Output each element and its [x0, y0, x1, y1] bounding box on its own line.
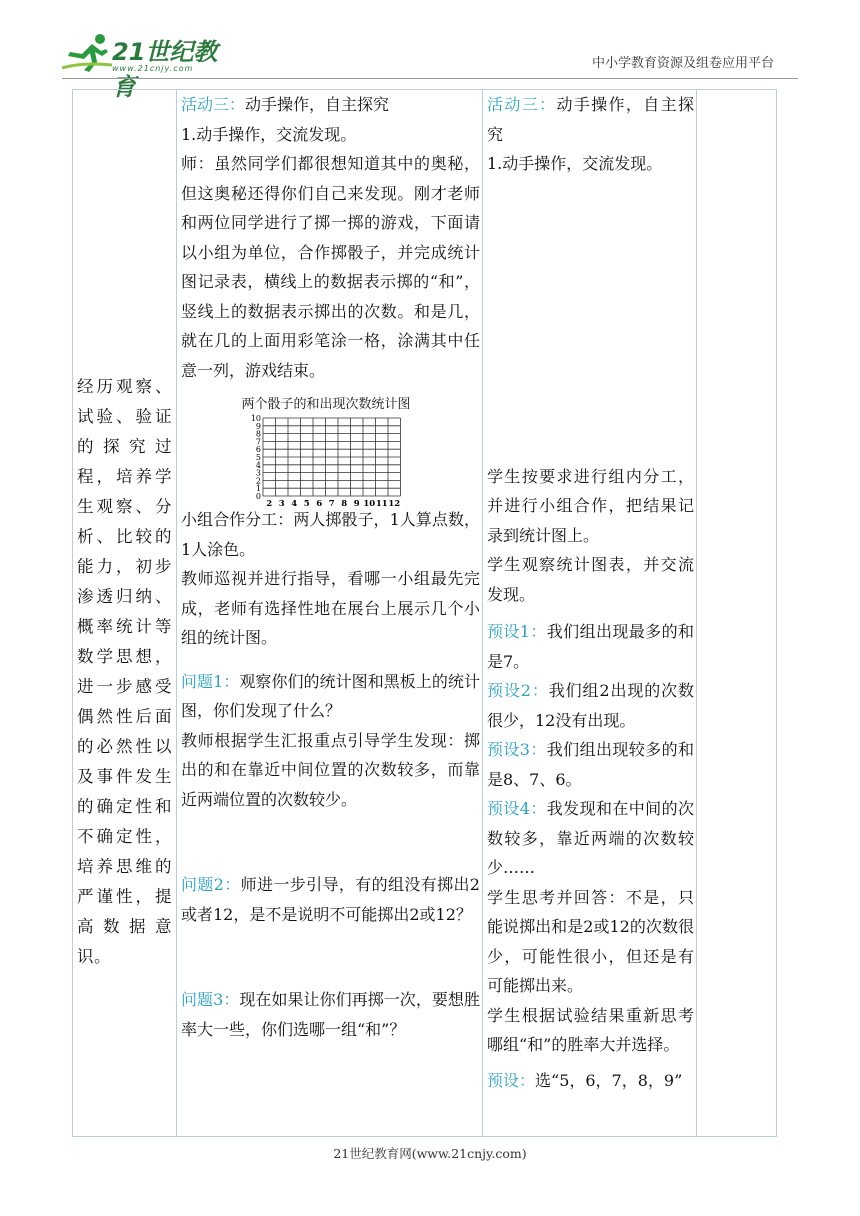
presumption-1-text: 我们组出现最多的和是7。 — [487, 622, 694, 671]
dice-sum-chart — [181, 393, 481, 508]
student-activity-cell — [483, 90, 697, 1137]
logo-url: www.21cnjy.com — [112, 64, 194, 73]
presumption-3-label: 预设3： — [487, 740, 547, 759]
y-tick-label: 4 — [255, 460, 261, 470]
teacher-heading-label: 活动三： — [181, 95, 246, 114]
platform-title: 中小学教育资源及组卷应用平台 — [591, 56, 774, 71]
table-row — [73, 90, 777, 1137]
presumption-3 — [483, 735, 696, 794]
chart-title: 两个骰子的和出现次数统计图 — [241, 397, 411, 412]
header-divider — [62, 78, 798, 79]
presumption-3-text: 我们组出现较多的和是8、7、6。 — [487, 740, 694, 789]
question-2-text: 师进一步引导，有的组没有掷出2或者12，是不是说明不可能掷出2或12？ — [181, 875, 480, 924]
x-tick-label: 6 — [316, 499, 323, 508]
presumption-2-text: 我们组2出现的次数很少，12没有出现。 — [487, 681, 694, 730]
x-tick-label: 12 — [388, 499, 401, 508]
student-paragraph: 学生思考并回答：不是，只能说掷出和是2或12的次数很少，可能性很小，但还是有可能掷出来。 — [487, 887, 694, 995]
student-heading — [483, 90, 696, 149]
question-3-label: 问题3： — [181, 990, 240, 1009]
question-1 — [177, 667, 482, 726]
page-footer: 21世纪教育网(www.21cnjy.com) — [333, 1146, 527, 1161]
presumption-5-label: 预设： — [487, 1070, 536, 1090]
presumption-1-label: 预设1： — [487, 622, 547, 641]
teacher-activity-cell — [177, 90, 483, 1137]
notes-cell — [697, 90, 777, 1137]
question-2-label: 问题2： — [181, 875, 241, 894]
teacher-paragraph: 教师巡视并进行指导，看哪一小组最先完成，老师有选择性地在展台上展示几个小组的统计图。 — [181, 569, 480, 647]
site-logo[interactable] — [62, 28, 232, 101]
teacher-heading — [177, 90, 482, 120]
y-tick-label: 7 — [255, 437, 261, 447]
runner-logo-icon — [62, 32, 114, 72]
goal-cell — [73, 90, 177, 1137]
question-3 — [177, 985, 482, 1044]
question-1-label: 问题1： — [181, 671, 240, 691]
presumption-2 — [483, 676, 696, 735]
student-heading-text: 动手操作，自主探究 — [487, 95, 694, 144]
presumption-2-label: 预设2： — [487, 681, 549, 700]
x-tick-label: 11 — [375, 499, 388, 508]
presumption-5-text: 选“5，6，7，8，9” — [535, 1070, 683, 1090]
presumption-1 — [483, 617, 696, 676]
logo-text: 21世纪教育 — [112, 38, 218, 101]
y-tick-label: 8 — [255, 429, 261, 439]
student-subheading: 1.动手操作，交流发现。 — [487, 154, 663, 173]
x-tick-label: 5 — [303, 499, 310, 508]
teacher-paragraph: 小组合作分工：两人掷骰子，1人算点数，1人涂色。 — [181, 510, 480, 559]
x-tick-label: 2 — [266, 499, 273, 508]
presumption-5 — [483, 1066, 696, 1096]
x-tick-label: 10 — [363, 499, 376, 508]
y-tick-label: 1 — [255, 484, 261, 494]
presumption-4 — [483, 794, 696, 883]
presumption-4-label: 预设4： — [487, 799, 547, 818]
teacher-paragraph: 教师根据学生汇报重点引导学生发现：掷出的和在靠近中间位置的次数较多，而靠近两端位置的次数较少。 — [181, 730, 480, 809]
y-tick-label: 2 — [255, 476, 261, 486]
teacher-subheading: 1.动手操作，交流发现。 — [181, 124, 357, 144]
chart-grid — [181, 412, 481, 508]
y-tick-label: 0 — [255, 492, 261, 501]
teacher-heading-text: 动手操作，自主探究 — [245, 95, 390, 114]
goal-text: 经历观察、试验、验证的探究过程，培养学生观察、分析、比较的能力，初步渗透归纳、概率统计等数学思想，进一步感受偶然性后面的必然性以及事件发生的确定性和不确定性，培养思维的严谨性，提高数据意识。 — [77, 377, 172, 966]
question-2 — [177, 870, 482, 929]
question-1-text: 观察你们的统计图和黑板上的统计图，你们发现了什么？ — [181, 671, 480, 720]
y-tick-label: 6 — [255, 445, 261, 455]
page-header — [0, 0, 860, 101]
x-tick-label: 7 — [328, 499, 335, 508]
x-tick-label: 3 — [278, 499, 285, 508]
y-tick-label: 9 — [255, 421, 261, 431]
question-3-text: 现在如果让你们再掷一次，要想胜率大一些，你们选哪一组“和”？ — [181, 990, 480, 1039]
x-tick-label: 8 — [341, 499, 348, 508]
student-heading-label: 活动三： — [487, 95, 557, 114]
student-paragraph: 学生按要求进行组内分工，并进行小组合作，把结果记录到统计图上。 — [487, 466, 694, 545]
presumption-4-text: 我发现和在中间的次数较多，靠近两端的次数较少…… — [487, 799, 694, 877]
y-tick-label: 10 — [250, 414, 261, 423]
y-tick-label: 3 — [255, 468, 261, 478]
lesson-table — [72, 89, 777, 1137]
student-paragraph: 学生观察统计图表，并交流发现。 — [487, 555, 694, 604]
y-tick-label: 5 — [255, 453, 261, 462]
x-tick-label: 9 — [353, 499, 360, 508]
teacher-paragraph: 师：虽然同学们都很想知道其中的奥秘，但这奥秘还得你们自己来发现。刚才老师和两位同学进行了掷一掷的游戏，下面请以小组为单位，合作掷骰子，并完成统计图记录表，横线上的数据表示掷的“和”，竖线上的数据表示掷出的次数。和是几，就在几的上面用彩笔涂一格，涂满其中任意一列，游戏结束。 — [181, 154, 480, 380]
x-tick-label: 4 — [291, 499, 298, 508]
student-paragraph: 学生根据试验结果重新思考哪组“和”的胜率大并选择。 — [487, 1005, 694, 1054]
